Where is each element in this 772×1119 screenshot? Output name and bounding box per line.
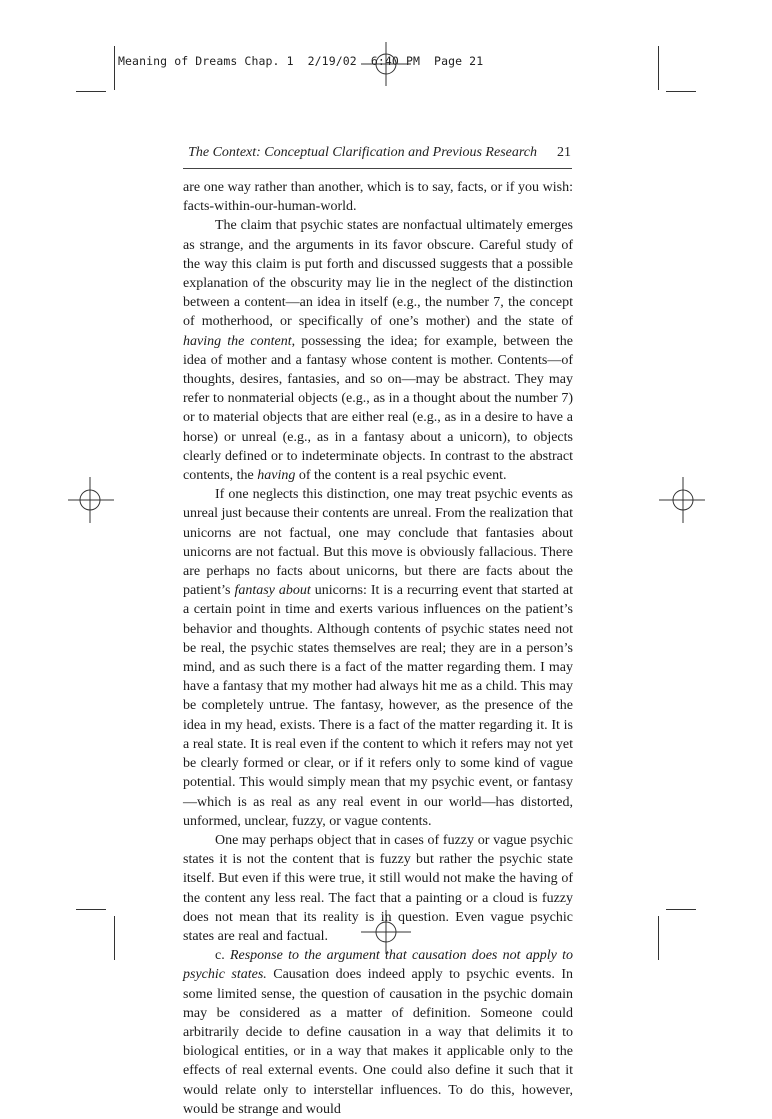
crop-mark-top-left-v bbox=[114, 46, 115, 90]
crop-mark-bottom-right-h bbox=[666, 909, 696, 910]
printer-slug: Meaning of Dreams Chap. 1 2/19/02 6:40 PM Page 21 bbox=[118, 54, 484, 68]
text-run: Causation does indeed apply to psychic events. In some limited sense, the question of causation in the psychic domain may be considered as a matter of definition. Someone could arbitrarily decide to define causation in a way that delimits it to biological entities, or in a way that makes it applicable only to the effects of real external events. One could also define it such that it would relate only to interstellar influences. To do this, however, would be strange and would bbox=[183, 967, 573, 1117]
italic-phrase: having the content bbox=[183, 333, 292, 349]
text-run: One may perhaps object that in cases of fuzzy or vague psychic states it is not the content that is fuzzy but rather the psychic state itself. But even if this were true, it still would not make the having of the content any less real. The fact that a painting or a cloud is fuzzy does not mean that its reality is in question. Even vague psychic states are real and factual. bbox=[183, 832, 573, 944]
italic-phrase: fantasy about bbox=[234, 583, 311, 599]
registration-target-right-icon bbox=[657, 475, 707, 525]
text-run: If one neglects this distinction, one may treat psychic events as unreal just because their contents are unreal. From the realization that unicorns are not factual, one may conclude that fantasies about unicorns are not factual. But this move is obviously fallacious. There are perhaps no facts about unicorns, but there are facts about the patient’s bbox=[183, 487, 573, 599]
italic-phrase: Response to the argument that causation does not apply to psychic states. bbox=[183, 948, 573, 983]
running-head-title: The Context: Conceptual Clarification and Previous Research bbox=[188, 145, 537, 160]
text-run: The claim that psychic states are nonfactual ultimately emerges as strange, and the arguments in its favor obscure. Careful study of the way this claim is put forth and discussed suggests that a possible explanation of the obscurity may lie in the neglect of the distinction between a content—an idea in itself (e.g., the number 7, the concept of motherhood, or specifically of one’s mother) and the state of bbox=[183, 218, 573, 330]
running-head-rule bbox=[183, 168, 572, 169]
paragraph bbox=[183, 946, 573, 1119]
text-run: are one way rather than another, which is to say, facts, or if you wish: facts-within-our-human-world. bbox=[183, 180, 573, 215]
paragraph bbox=[183, 216, 573, 485]
crop-mark-top-left-h bbox=[76, 91, 106, 92]
paragraph bbox=[183, 485, 573, 831]
crop-mark-bottom-left-h bbox=[76, 909, 106, 910]
text-run: c. bbox=[215, 948, 230, 964]
registration-target-top-icon bbox=[361, 40, 411, 90]
page-number: 21 bbox=[557, 145, 571, 160]
text-run: unicorns: It is a recurring event that started at a certain point in time and exerts various influences on the patient’s behavior and thoughts. Although contents of psychic states need not be real, the psychic states themselves are real; they are in a person’s mind, and as such there is a fact of the matter regarding them. I may have a fantasy that my mother had always hit me as a child. This may be completely untrue. The fantasy, however, as the presence of the idea in my head, exists. There is a fact of the matter regarding it. It is a real state. It is real even if the content to which it refers may not yet be clearly formed or clear, or if it refers only to some kind of vague potential. This would simply mean that my psychic event, or fantasy—which is as real as any real event in our world—has distorted, unformed, unclear, fuzzy, or vague contents. bbox=[183, 583, 573, 829]
text-run: , possessing the idea; for example, between the idea of mother and a fantasy whose content is mother. Contents—of thoughts, desires, fantasies, and so on—may be abstract. They may refer to nonmaterial objects (e.g., as in a thought about the number 7) or to material objects that are either real (e.g., as in a desire to have a horse) or unreal (e.g., as in a fantasy about a unicorn), to objects clearly defined or to indeterminate objects. In contrast to the abstract contents, the bbox=[183, 333, 573, 484]
crop-mark-bottom-left-v bbox=[114, 916, 115, 960]
crop-mark-top-right-v bbox=[658, 46, 659, 90]
crop-mark-top-right-h bbox=[666, 91, 696, 92]
paragraph bbox=[183, 831, 573, 946]
paragraph bbox=[183, 178, 573, 216]
italic-phrase: having bbox=[257, 468, 296, 484]
crop-mark-bottom-right-v bbox=[658, 916, 659, 960]
registration-target-left-icon bbox=[66, 475, 116, 525]
text-run: of the content is a real psychic event. bbox=[295, 468, 507, 484]
body-text bbox=[183, 178, 573, 1119]
